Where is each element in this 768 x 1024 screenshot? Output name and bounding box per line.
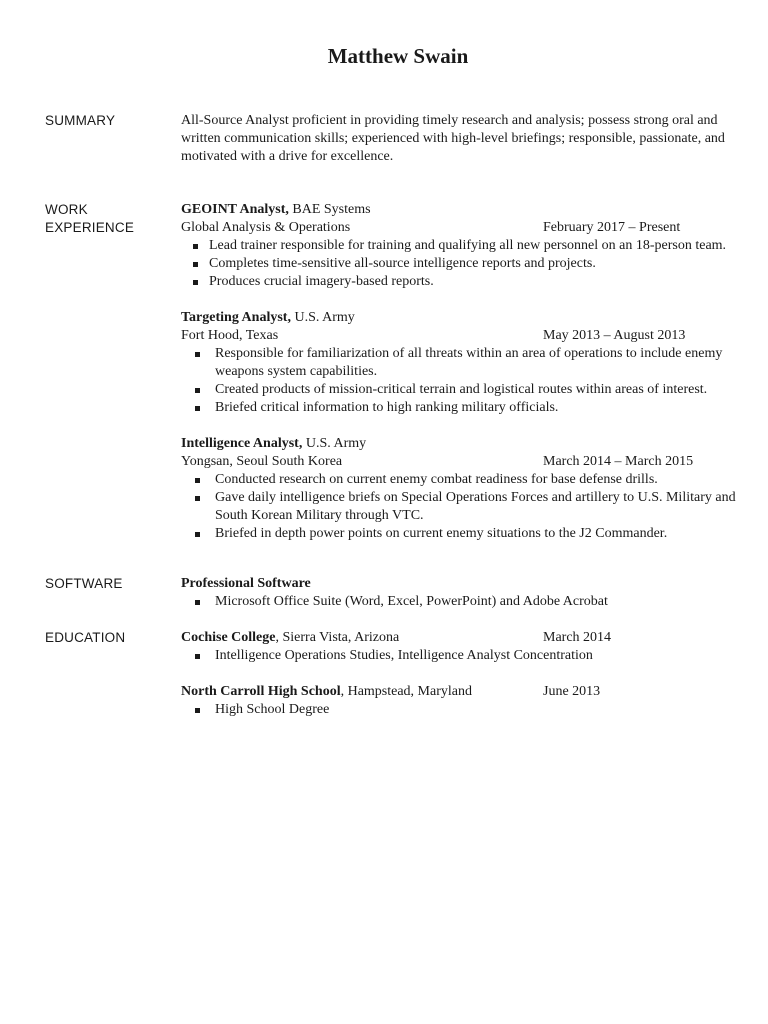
- bullet-icon: [195, 708, 200, 713]
- school-location: , Sierra Vista, Arizona: [275, 630, 400, 645]
- job-bullets: [181, 237, 751, 291]
- bullet-icon: [195, 532, 200, 537]
- bullet-icon: [195, 654, 200, 659]
- school-row: [181, 629, 751, 647]
- bullet-icon: [195, 388, 200, 393]
- school-date: March 2014: [543, 630, 612, 645]
- list-item: Conducted research on current enemy combat readiness for base defense drills.: [181, 471, 751, 489]
- job-location: Global Analysis & Operations: [181, 220, 351, 235]
- job-org: U.S. Army: [302, 436, 367, 451]
- job-entry: [181, 201, 751, 291]
- software-heading: Professional Software: [181, 576, 311, 591]
- school-entry: [181, 683, 751, 719]
- summary-text: All-Source Analyst proficient in providing timely research and analysis; possess strong oral and written communication skills; experienced with high-level briefings; responsible, passionate, and motivated with a drive for excellence.: [181, 113, 725, 164]
- bullet-icon: [195, 406, 200, 411]
- job-title: GEOINT Analyst,: [181, 202, 289, 217]
- school-row: [181, 683, 751, 701]
- job-bullets: [181, 471, 751, 543]
- software-bullets: [181, 593, 751, 611]
- list-item: Completes time-sensitive all-source intelligence reports and projects.: [181, 255, 751, 273]
- education-content: [181, 629, 751, 719]
- job-title: Intelligence Analyst,: [181, 436, 303, 451]
- school-bullets: [181, 647, 751, 665]
- school-date: June 2013: [543, 684, 601, 699]
- job-dates: March 2014 – March 2015: [543, 454, 694, 469]
- work-experience-label: [45, 201, 165, 237]
- bullet-icon: [195, 478, 200, 483]
- job-location-row: [181, 327, 751, 345]
- job-entry: [181, 435, 751, 543]
- list-item: Gave daily intelligence briefs on Special Operations Forces and artillery to U.S. Military and South Korean Military through VTC.: [181, 489, 751, 525]
- education-label: EDUCATION: [45, 630, 126, 645]
- school-entry: [181, 629, 751, 665]
- bullet-icon: [193, 244, 198, 249]
- bullet-icon: [193, 280, 198, 285]
- bullet-icon: [195, 352, 200, 357]
- summary-label: SUMMARY: [45, 113, 116, 128]
- school-name: Cochise College: [181, 630, 276, 645]
- job-title: Targeting Analyst,: [181, 310, 291, 325]
- candidate-name: Matthew Swain: [327, 44, 469, 68]
- job-org: U.S. Army: [290, 310, 355, 325]
- work-label-line2: EXPERIENCE: [45, 220, 135, 235]
- job-bullets: [181, 345, 751, 417]
- list-item: Lead trainer responsible for training and qualifying all new personnel on an 18-person team.: [181, 237, 751, 255]
- school-bullets: [181, 701, 751, 719]
- list-item: Microsoft Office Suite (Word, Excel, PowerPoint) and Adobe Acrobat: [181, 593, 751, 611]
- bullet-icon: [193, 262, 198, 267]
- job-dates: February 2017 – Present: [543, 220, 681, 235]
- summary-content: [181, 112, 751, 166]
- list-item: Intelligence Operations Studies, Intelligence Analyst Concentration: [181, 647, 751, 665]
- list-item: Briefed critical information to high ranking military officials.: [181, 399, 751, 417]
- job-location: Yongsan, Seoul South Korea: [181, 454, 343, 469]
- list-item: Created products of mission-critical terrain and logistical routes within areas of interest.: [181, 381, 751, 399]
- software-label: SOFTWARE: [45, 576, 123, 591]
- software-content: [181, 575, 751, 611]
- job-dates: May 2013 – August 2013: [543, 328, 686, 343]
- job-location: Fort Hood, Texas: [181, 328, 279, 343]
- bullet-icon: [195, 600, 200, 605]
- bullet-icon: [195, 496, 200, 501]
- job-title-line: [181, 201, 751, 219]
- work-label-line1: WORK: [45, 202, 88, 217]
- school-name: North Carroll High School: [181, 684, 341, 699]
- job-title-line: [181, 309, 751, 327]
- job-title-line: [181, 435, 751, 453]
- list-item: High School Degree: [181, 701, 751, 719]
- work-experience-content: [181, 201, 751, 543]
- job-location-row: [181, 219, 751, 237]
- school-location: , Hampstead, Maryland: [340, 684, 472, 699]
- job-location-row: [181, 453, 751, 471]
- job-org: BAE Systems: [288, 202, 371, 217]
- list-item: Produces crucial imagery-based reports.: [181, 273, 751, 291]
- list-item: Responsible for familiarization of all threats within an area of operations to include enemy weapons system capabilities.: [181, 345, 751, 381]
- list-item: Briefed in depth power points on current enemy situations to the J2 Commander.: [181, 525, 751, 543]
- job-entry: [181, 309, 751, 417]
